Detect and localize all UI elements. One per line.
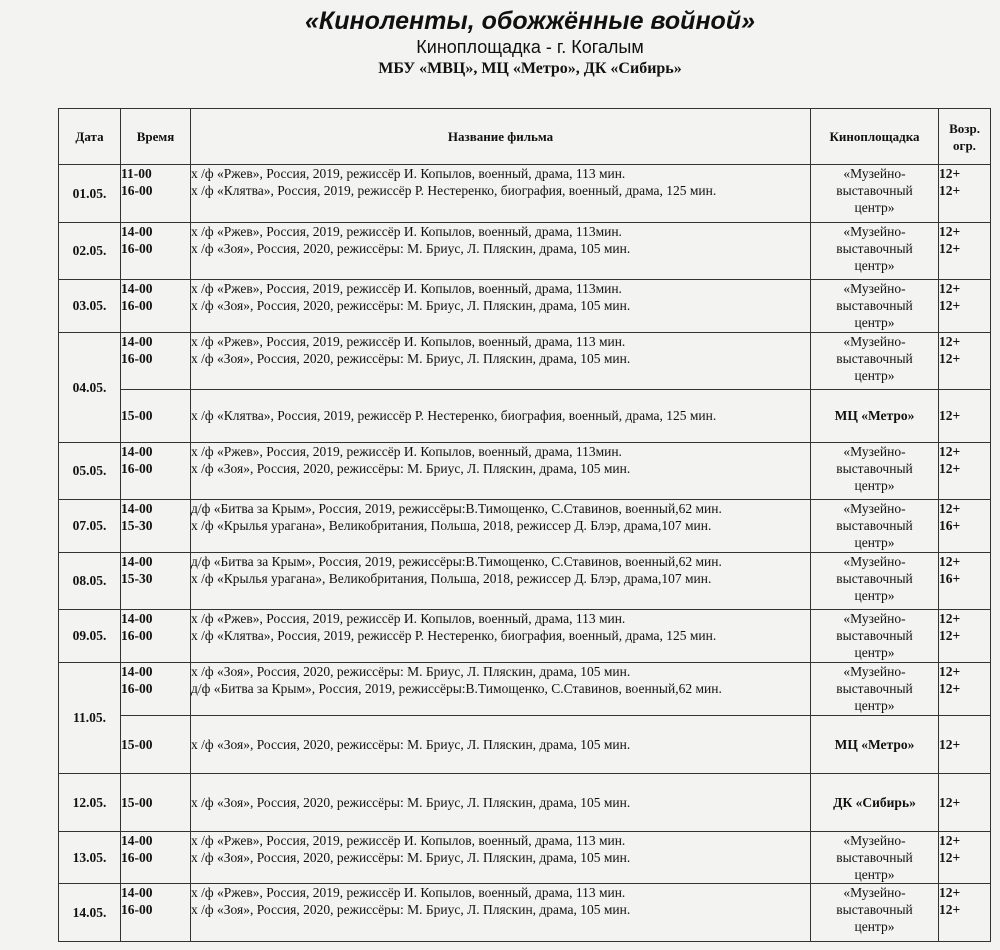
venue-cell: МЦ «Метро» [811, 390, 939, 443]
venue-cell: «Музейно- выставочный центр» [811, 280, 939, 333]
header-film: Название фильма [191, 109, 811, 165]
age-cell: 12+ 12+ [939, 884, 991, 942]
film-cell: х /ф «Зоя», Россия, 2020, режиссёры: М. Бриус, Л. Пляскин, драма, 105 мин. [191, 774, 811, 832]
organizers-line: МБУ «МВЦ», МЦ «Метро», ДК «Сибирь» [378, 60, 682, 77]
venue-cell: «Музейно- выставочный центр» [811, 500, 939, 553]
age-cell: 12+ 12+ [939, 443, 991, 500]
time-cell: 14-00 16-00 [121, 832, 191, 884]
header-time: Время [121, 109, 191, 165]
venue-cell: «Музейно- выставочный центр» [811, 832, 939, 884]
document-header [0, 6, 1000, 80]
film-cell: х /ф «Ржев», Россия, 2019, режиссёр И. Копылов, военный, драма, 113 мин. х /ф «Зоя», Россия, 2020, режиссёры: М. Бриус, Л. Пляскин, драма, 105 мин. [191, 832, 811, 884]
date-cell: 12.05. [59, 774, 121, 832]
date-cell: 08.05. [59, 553, 121, 610]
film-cell: х /ф «Ржев», Россия, 2019, режиссёр И. Копылов, военный, драма, 113 мин. х /ф «Зоя», Россия, 2020, режиссёры: М. Бриус, Л. Пляскин, драма, 105 мин. [191, 884, 811, 942]
venue-cell: «Музейно- выставочный центр» [811, 884, 939, 942]
table-row [59, 610, 991, 663]
time-cell: 15-00 [121, 716, 191, 774]
film-cell: х /ф «Ржев», Россия, 2019, режиссёр И. Копылов, военный, драма, 113 мин. х /ф «Клятва», Россия, 2019, режиссёр Р. Нестеренко, биография, военный, драма, 125 мин. [191, 610, 811, 663]
header-venue: Киноплощадка [811, 109, 939, 165]
time-cell: 15-00 [121, 390, 191, 443]
table-row [59, 884, 991, 942]
venue-cell: «Музейно- выставочный центр» [811, 443, 939, 500]
age-cell: 12+ 16+ [939, 553, 991, 610]
venue-cell: «Музейно- выставочный центр» [811, 223, 939, 280]
age-cell: 12+ 12+ [939, 223, 991, 280]
time-cell: 11-00 16-00 [121, 165, 191, 223]
header-date: Дата [59, 109, 121, 165]
time-cell: 14-00 15-30 [121, 553, 191, 610]
age-cell: 12+ 12+ [939, 610, 991, 663]
table-row [59, 443, 991, 500]
film-cell: х /ф «Ржев», Россия, 2019, режиссёр И. Копылов, военный, драма, 113мин. х /ф «Зоя», Россия, 2020, режиссёры: М. Бриус, Л. Пляскин, драма, 105 мин. [191, 223, 811, 280]
schedule-table [58, 108, 991, 942]
table-row [59, 500, 991, 553]
date-cell: 07.05. [59, 500, 121, 553]
table-row [59, 832, 991, 884]
table-row [59, 333, 991, 390]
film-cell: х /ф «Зоя», Россия, 2020, режиссёры: М. Бриус, Л. Пляскин, драма, 105 мин. [191, 716, 811, 774]
age-cell: 12+ [939, 716, 991, 774]
time-cell: 14-00 16-00 [121, 884, 191, 942]
date-cell: 01.05. [59, 165, 121, 223]
table-row [59, 223, 991, 280]
header-age: Возр. огр. [939, 109, 991, 165]
venue-cell: «Музейно- выставочный центр» [811, 663, 939, 716]
table-row [59, 165, 991, 223]
venue-cell: «Музейно- выставочный центр» [811, 333, 939, 390]
date-cell: 11.05. [59, 663, 121, 774]
time-cell: 14-00 16-00 [121, 223, 191, 280]
table-row [59, 553, 991, 610]
age-cell: 12+ 12+ [939, 280, 991, 333]
venue-cell: ДК «Сибирь» [811, 774, 939, 832]
time-cell: 14-00 16-00 [121, 333, 191, 390]
time-cell: 14-00 16-00 [121, 663, 191, 716]
venue-cell: «Музейно- выставочный центр» [811, 553, 939, 610]
date-cell: 05.05. [59, 443, 121, 500]
age-cell: 12+ 12+ [939, 832, 991, 884]
film-cell: х /ф «Ржев», Россия, 2019, режиссёр И. Копылов, военный, драма, 113 мин. х /ф «Клятва», Россия, 2019, режиссёр Р. Нестеренко, биография, военный, драма, 125 мин. [191, 165, 811, 223]
table-row [59, 716, 991, 774]
table-row [59, 280, 991, 333]
table-row [59, 774, 991, 832]
age-cell: 12+ 12+ [939, 333, 991, 390]
film-cell: х /ф «Ржев», Россия, 2019, режиссёр И. Копылов, военный, драма, 113 мин. х /ф «Зоя», Россия, 2020, режиссёры: М. Бриус, Л. Пляскин, драма, 105 мин. [191, 333, 811, 390]
age-cell: 12+ [939, 774, 991, 832]
date-cell: 09.05. [59, 610, 121, 663]
age-cell: 12+ 12+ [939, 663, 991, 716]
date-cell: 13.05. [59, 832, 121, 884]
time-cell: 14-00 16-00 [121, 610, 191, 663]
date-cell: 04.05. [59, 333, 121, 443]
film-cell: х /ф «Ржев», Россия, 2019, режиссёр И. Копылов, военный, драма, 113мин. х /ф «Зоя», Россия, 2020, режиссёры: М. Бриус, Л. Пляскин, драма, 105 мин. [191, 443, 811, 500]
film-cell: х /ф «Клятва», Россия, 2019, режиссёр Р. Нестеренко, биография, военный, драма, 125 мин. [191, 390, 811, 443]
table-row [59, 663, 991, 716]
page-subtitle: Киноплощадка - г. Когалым [416, 37, 644, 57]
venue-cell: «Музейно- выставочный центр» [811, 165, 939, 223]
venue-cell: МЦ «Метро» [811, 716, 939, 774]
time-cell: 14-00 16-00 [121, 280, 191, 333]
age-cell: 12+ [939, 390, 991, 443]
date-cell: 02.05. [59, 223, 121, 280]
time-cell: 15-00 [121, 774, 191, 832]
header-row [59, 109, 991, 165]
date-cell: 14.05. [59, 884, 121, 942]
film-cell: х /ф «Зоя», Россия, 2020, режиссёры: М. Бриус, Л. Пляскин, драма, 105 мин. д/ф «Битва за Крым», Россия, 2019, режиссёры:В.Тимощенко, С.Ставинов, военный,62 мин. [191, 663, 811, 716]
time-cell: 14-00 16-00 [121, 443, 191, 500]
time-cell: 14-00 15-30 [121, 500, 191, 553]
age-cell: 12+ 16+ [939, 500, 991, 553]
date-cell: 03.05. [59, 280, 121, 333]
age-cell: 12+ 12+ [939, 165, 991, 223]
table-row [59, 390, 991, 443]
venue-cell: «Музейно- выставочный центр» [811, 610, 939, 663]
film-cell: х /ф «Ржев», Россия, 2019, режиссёр И. Копылов, военный, драма, 113мин. х /ф «Зоя», Россия, 2020, режиссёры: М. Бриус, Л. Пляскин, драма, 105 мин. [191, 280, 811, 333]
film-cell: д/ф «Битва за Крым», Россия, 2019, режиссёры:В.Тимощенко, С.Ставинов, военный,62 мин. х /ф «Крылья урагана», Великобритания, Польша, 2018, режиссер Д. Блэр, драма,107 мин. [191, 500, 811, 553]
page-title: «Киноленты, обожжённые войной» [305, 7, 755, 35]
film-cell: д/ф «Битва за Крым», Россия, 2019, режиссёры:В.Тимощенко, С.Ставинов, военный,62 мин. х /ф «Крылья урагана», Великобритания, Польша, 2018, режиссер Д. Блэр, драма,107 мин. [191, 553, 811, 610]
